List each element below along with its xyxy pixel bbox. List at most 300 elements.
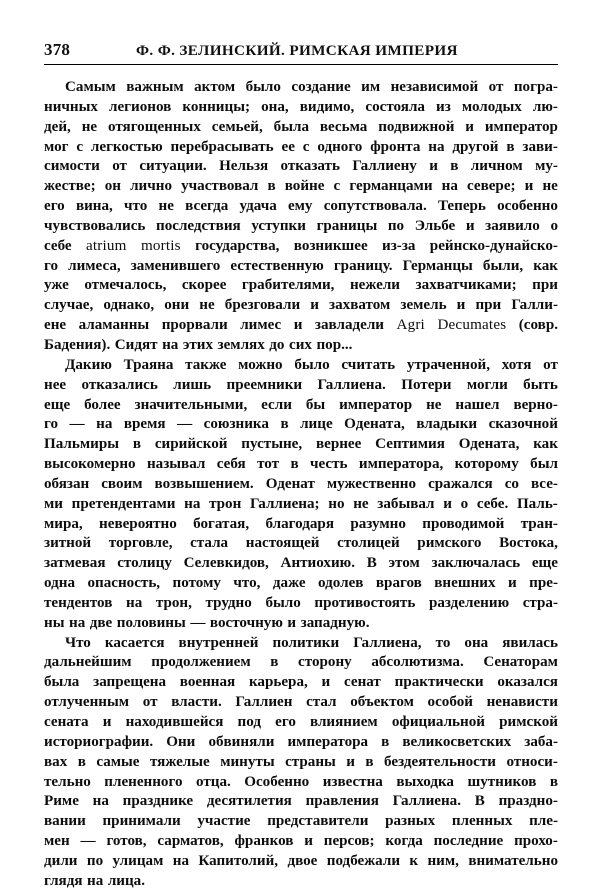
word: бездеятельности xyxy=(384,753,496,770)
word: одного xyxy=(317,138,363,155)
text-line xyxy=(44,415,558,435)
word: Бадения). xyxy=(44,336,111,353)
word: западную. xyxy=(300,614,370,631)
word: отца. xyxy=(195,773,231,790)
word: зитной xyxy=(44,535,92,552)
word: на xyxy=(69,614,86,631)
word: владыки xyxy=(416,416,478,433)
word: ее xyxy=(281,138,295,155)
word: сенат xyxy=(344,674,381,691)
word: и xyxy=(310,297,319,314)
word: Септимия xyxy=(375,436,445,453)
word: себе xyxy=(44,237,72,254)
text-line xyxy=(44,653,558,673)
word: себя xyxy=(216,456,246,473)
word: благодаря xyxy=(265,515,334,532)
word: Особенно xyxy=(244,773,310,790)
word: ему xyxy=(287,198,313,215)
word: мира, xyxy=(44,515,83,532)
latin-phrase-word: Decumates xyxy=(437,317,507,334)
word: но xyxy=(328,495,345,512)
word: хотя xyxy=(501,356,532,373)
word: была xyxy=(273,118,310,135)
word: влиянием xyxy=(310,714,378,730)
text-line xyxy=(44,296,558,316)
word: Пальмиры xyxy=(44,436,120,453)
word: известна xyxy=(322,773,383,790)
word: практически xyxy=(394,674,484,691)
word: особенно xyxy=(497,198,558,215)
word: государства, xyxy=(195,237,280,254)
word: не xyxy=(426,396,442,413)
word: из xyxy=(436,98,451,115)
word: уже xyxy=(44,277,69,294)
word: в xyxy=(77,753,86,770)
word: она, xyxy=(261,98,289,115)
word: с xyxy=(76,138,84,155)
word: войне xyxy=(284,178,325,195)
text-line xyxy=(44,475,558,495)
text-line xyxy=(44,614,558,634)
word: Эльбе xyxy=(414,217,456,234)
word: союзника xyxy=(203,416,269,433)
word: одна xyxy=(44,575,75,592)
paragraph xyxy=(44,78,558,356)
word: германцами xyxy=(349,178,433,195)
word: Галлиен xyxy=(235,694,293,711)
word: также xyxy=(185,356,227,373)
word: на xyxy=(87,872,104,889)
text-line xyxy=(44,594,558,614)
word: в xyxy=(267,178,276,195)
word: в xyxy=(381,733,390,750)
word: — xyxy=(69,416,85,433)
word: по xyxy=(387,217,405,234)
word: своим xyxy=(101,475,143,492)
word: было xyxy=(245,79,281,95)
word: Риме xyxy=(44,793,79,810)
word: противостоять xyxy=(314,594,416,611)
word: правления xyxy=(305,793,379,810)
word: Самым xyxy=(65,79,116,95)
word: все- xyxy=(530,475,558,492)
word: естественную xyxy=(230,257,324,274)
text-line xyxy=(44,118,558,138)
word: о xyxy=(460,495,469,512)
word: если xyxy=(261,396,292,413)
word: время xyxy=(123,416,166,433)
word: высокомерно xyxy=(44,456,136,473)
word: восточную xyxy=(209,614,283,631)
word: ны xyxy=(44,614,65,631)
word: заявило xyxy=(485,217,540,234)
text-line xyxy=(44,276,558,296)
word: последствия xyxy=(156,217,241,234)
word: случае, xyxy=(44,297,94,314)
word: от xyxy=(142,694,158,711)
word: ним, xyxy=(427,852,459,869)
word: врагов xyxy=(375,575,422,592)
word: возникшее xyxy=(293,237,368,254)
word: и xyxy=(465,118,474,135)
word: и xyxy=(304,833,313,850)
word: пленных xyxy=(451,813,513,830)
text-line xyxy=(44,574,558,594)
word: пустыне, xyxy=(241,436,303,453)
word: на xyxy=(162,336,179,353)
text-line xyxy=(44,356,558,376)
word: прохо- xyxy=(514,833,558,850)
word: лимес xyxy=(240,317,282,334)
word: себе. xyxy=(476,495,509,512)
word: и xyxy=(287,614,297,631)
word: участвовал xyxy=(181,178,259,195)
word: им xyxy=(361,79,381,95)
word: явилась xyxy=(502,634,558,651)
word: мужественно xyxy=(326,475,417,492)
word: вина, xyxy=(75,198,113,215)
word: на xyxy=(96,416,113,433)
word: и xyxy=(346,753,355,770)
word: о xyxy=(550,217,558,234)
word: видимо, xyxy=(299,98,355,115)
word: — xyxy=(80,833,96,850)
text-line xyxy=(44,515,558,535)
text-line xyxy=(44,673,558,693)
word: разумно xyxy=(350,515,406,532)
word: пре- xyxy=(529,575,558,592)
word: до xyxy=(269,336,285,353)
word: от xyxy=(543,356,558,373)
text-line xyxy=(44,157,558,177)
word: то xyxy=(435,634,451,651)
word: заменившего xyxy=(130,257,221,274)
word: военная xyxy=(179,674,236,691)
word: симости xyxy=(44,158,100,175)
word: конницы; xyxy=(182,98,251,115)
word: одолев xyxy=(318,575,364,592)
word: стал xyxy=(306,694,337,711)
word: разных xyxy=(385,813,436,830)
text-line xyxy=(44,773,558,793)
word: с xyxy=(333,178,341,195)
word: Галлиена. xyxy=(392,793,461,810)
word: состояла xyxy=(365,98,425,115)
word: франков xyxy=(234,833,294,850)
word: прорвали xyxy=(161,317,228,334)
word: десятилетия xyxy=(206,793,292,810)
word: важным xyxy=(126,79,184,95)
word: еще xyxy=(531,555,558,572)
word: из-за xyxy=(382,237,416,254)
word: объектом xyxy=(350,694,414,711)
word: на xyxy=(441,178,458,195)
word: отказать xyxy=(280,158,340,175)
word: и xyxy=(429,158,438,175)
word: В xyxy=(366,555,377,572)
word: (совр. xyxy=(518,317,558,334)
word: Сенаторам xyxy=(483,654,558,671)
word: сарматов, xyxy=(157,833,224,850)
word: ненависти xyxy=(486,694,558,711)
word: Теперь xyxy=(437,198,486,215)
word: могли xyxy=(466,376,508,393)
word: Дакию xyxy=(65,356,112,373)
text-line xyxy=(44,177,558,197)
word: невероятно xyxy=(99,515,177,532)
word: под xyxy=(237,714,261,730)
word: от xyxy=(112,158,127,175)
word: заключалась xyxy=(431,555,521,572)
word: забывал xyxy=(377,495,435,512)
word: дей, xyxy=(44,118,71,135)
word: ми xyxy=(44,495,63,512)
word: политики xyxy=(272,634,340,651)
word: особой xyxy=(427,694,473,711)
word: брезговали xyxy=(224,297,301,314)
word: земель xyxy=(400,297,447,314)
word: самые xyxy=(96,753,140,770)
word: Германцы xyxy=(402,257,473,274)
word: при xyxy=(532,277,558,294)
word: другой xyxy=(452,138,499,155)
word: более xyxy=(84,396,121,413)
word: официальной xyxy=(391,714,485,730)
text-line xyxy=(44,792,558,812)
word: не xyxy=(353,495,369,512)
word: однако, xyxy=(103,297,155,314)
word: вании xyxy=(44,813,86,830)
text-line xyxy=(44,435,558,455)
header-divider xyxy=(44,64,558,65)
text-line xyxy=(44,78,558,98)
word: страны xyxy=(285,753,336,770)
word: разделению xyxy=(428,594,510,611)
word: на xyxy=(126,594,143,611)
word: лишь xyxy=(173,376,212,393)
word: трон xyxy=(209,495,242,512)
word: отлученным xyxy=(44,694,130,711)
word: относи- xyxy=(506,753,558,770)
word: отягощенных xyxy=(107,118,201,135)
word: Селевкидов, xyxy=(183,555,269,572)
word: в xyxy=(506,138,515,155)
word: касается xyxy=(104,634,165,651)
word: сказочной xyxy=(488,416,558,433)
word: плененного xyxy=(104,773,183,790)
word: верно- xyxy=(513,396,558,413)
word: с xyxy=(302,138,310,155)
word: по xyxy=(86,852,104,869)
word: на xyxy=(172,852,189,869)
page-number: 378 xyxy=(44,40,71,59)
text-line xyxy=(44,197,558,217)
word: историографии. xyxy=(44,733,154,750)
word: вах xyxy=(44,753,68,770)
word: быть xyxy=(523,376,558,393)
word: Галлиена; xyxy=(250,495,320,512)
word: опасность, xyxy=(87,575,161,592)
word: стала xyxy=(190,535,229,552)
word: богатая, xyxy=(193,515,250,532)
text-line xyxy=(44,336,558,356)
word: значительными, xyxy=(134,396,248,413)
paragraph xyxy=(44,356,558,634)
word: внешних xyxy=(434,575,496,592)
word: зави- xyxy=(522,138,558,155)
word: трудно xyxy=(205,594,252,611)
word: его xyxy=(275,714,296,730)
word: представители xyxy=(267,813,369,830)
word: половины xyxy=(116,614,186,631)
word: подбежали xyxy=(326,852,401,869)
word: ене xyxy=(44,317,67,334)
word: Галлиена, xyxy=(353,634,422,651)
word: возвышением. xyxy=(154,475,254,492)
word: — xyxy=(177,416,193,433)
word: можно xyxy=(238,356,283,373)
word: последние xyxy=(433,833,504,850)
word: находившейся xyxy=(125,714,224,730)
word: Оденат xyxy=(265,475,315,492)
text-line xyxy=(44,852,558,872)
word: всегда xyxy=(185,198,229,215)
word: шутников xyxy=(467,773,537,790)
word: — xyxy=(190,614,206,631)
word: аламанны xyxy=(78,317,150,334)
word: сражался xyxy=(428,475,493,492)
word: торговле, xyxy=(108,535,173,552)
word: в xyxy=(365,753,374,770)
word: на xyxy=(92,793,109,810)
word: он xyxy=(104,178,121,195)
latin-phrase-word: Agri xyxy=(396,317,425,334)
word: к xyxy=(409,852,419,869)
word: рейнско-дунайско- xyxy=(429,237,558,254)
word: мог xyxy=(44,138,69,155)
word: лю- xyxy=(532,98,558,115)
text-line xyxy=(44,753,558,773)
word: сената xyxy=(44,714,89,730)
text-line xyxy=(44,634,558,654)
word: чувствовались xyxy=(44,217,146,234)
word: пле- xyxy=(529,813,558,830)
word: от xyxy=(488,79,504,95)
word: столицей xyxy=(337,535,400,552)
text-line xyxy=(44,832,558,852)
word: обязан xyxy=(44,475,90,492)
word: сих xyxy=(289,336,312,353)
word: легионов xyxy=(109,98,172,115)
word: отказались xyxy=(81,376,158,393)
text-line xyxy=(44,98,558,118)
word: перебрасывать xyxy=(170,138,274,155)
word: стра- xyxy=(522,594,558,611)
word: границу. xyxy=(333,257,393,274)
word: и xyxy=(507,575,517,592)
body-text xyxy=(44,78,558,892)
word: не xyxy=(81,118,98,135)
word: празднике xyxy=(122,793,194,810)
word: личном xyxy=(470,158,523,175)
word: Траяна xyxy=(123,356,174,373)
word: внимательно xyxy=(468,852,558,869)
word: великосветских xyxy=(402,733,512,750)
word: тендентов xyxy=(44,594,113,611)
text-line xyxy=(44,376,558,396)
text-line xyxy=(44,217,558,237)
text-line xyxy=(44,812,558,832)
word: персов; xyxy=(323,833,375,850)
word: Потери xyxy=(401,376,452,393)
word: лимеса, xyxy=(68,257,121,274)
word: скорее xyxy=(181,277,227,294)
word: столицу xyxy=(117,555,172,572)
word: проводимой xyxy=(422,515,505,532)
word: запрещена xyxy=(93,674,167,691)
text-line xyxy=(44,534,558,554)
word: две xyxy=(89,614,113,631)
word: сторону xyxy=(298,654,352,671)
word: участие xyxy=(197,813,251,830)
word: на xyxy=(184,495,201,512)
word: еще xyxy=(44,396,71,413)
word: продолжением xyxy=(151,654,251,671)
word: тельно xyxy=(44,773,91,790)
word: трон, xyxy=(155,594,192,611)
word: В xyxy=(474,793,485,810)
word: как xyxy=(533,436,558,453)
paragraph xyxy=(44,634,558,892)
word: лица. xyxy=(107,872,145,889)
text-line xyxy=(44,554,558,574)
word: фронта xyxy=(370,138,421,155)
word: принимали xyxy=(102,813,181,830)
word: пор... xyxy=(316,336,353,353)
word: не xyxy=(158,198,174,215)
word: преемники xyxy=(226,376,303,393)
word: даже xyxy=(272,575,306,592)
text-line xyxy=(44,316,558,336)
word: власти. xyxy=(171,694,222,711)
word: Галлиена. xyxy=(317,376,386,393)
word: как xyxy=(533,257,558,274)
word: жестве; xyxy=(44,178,96,195)
word: го xyxy=(44,416,59,433)
word: в xyxy=(280,416,289,433)
word: нее xyxy=(44,376,67,393)
word: сопутствовала. xyxy=(323,198,427,215)
word: в xyxy=(132,436,142,453)
word: нашел xyxy=(455,396,500,413)
word: грабителями, xyxy=(241,277,335,294)
word: честь xyxy=(309,456,348,473)
word: абсолютизма. xyxy=(371,654,464,671)
word: подвижной xyxy=(378,118,455,135)
word: выходка xyxy=(396,773,454,790)
word: и xyxy=(456,297,466,314)
word: захватчиками; xyxy=(415,277,517,294)
text-line xyxy=(44,872,558,892)
word: нежели xyxy=(349,277,400,294)
word: лично xyxy=(130,178,173,195)
word: бы xyxy=(305,396,326,413)
word: праздно- xyxy=(498,793,558,810)
text-line xyxy=(44,733,558,753)
word: актом xyxy=(194,79,236,95)
word: что xyxy=(124,198,148,215)
running-head xyxy=(44,40,558,62)
